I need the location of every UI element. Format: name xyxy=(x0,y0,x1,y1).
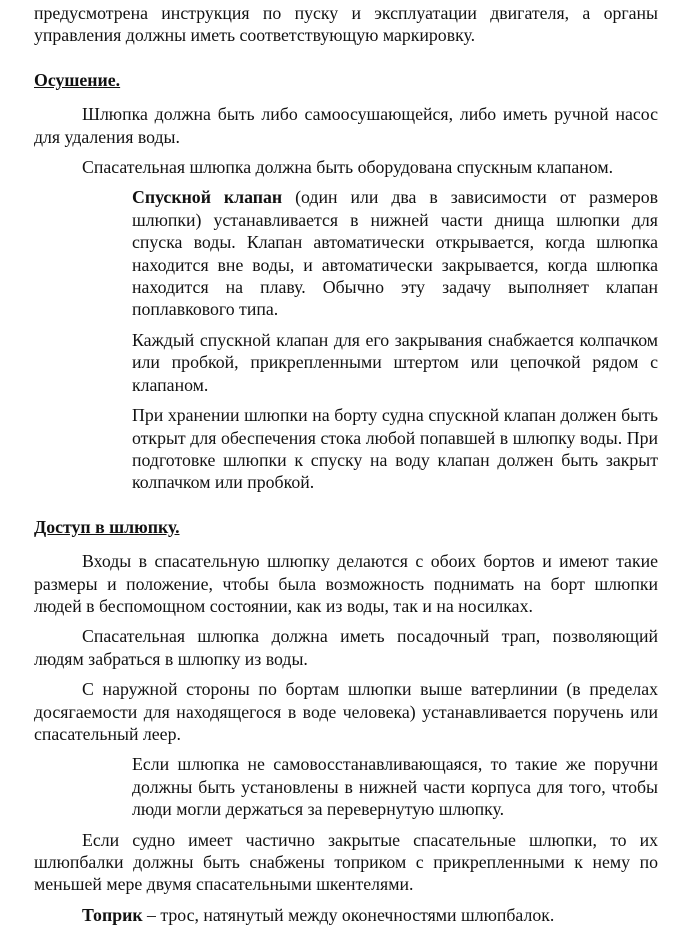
intro-paragraph: предусмотрена инструкция по пуску и эксплуатации двигателя, а органы управления должны иметь соответствующую маркировку. xyxy=(34,3,658,46)
valve-cap-paragraph: Каждый спускной клапан для его закрывания снабжается колпачком или пробкой, прикрепленными штертом или цепочкой рядом с клапаном. xyxy=(132,329,658,395)
document-body xyxy=(34,2,658,926)
section-heading-osushenie: Осушение. xyxy=(34,69,121,90)
access-paragraph-3: С наружной стороны по бортам шлюпки выше ватерлинии (в пределах досягаемости для находящегося в воде человека) устанавливается поручень или спасательный леер. xyxy=(34,679,658,744)
valve-term: Спускной клапан xyxy=(132,187,283,208)
osushenie-paragraph-1: Шлюпка должна быть либо самоосушающейся, либо иметь ручной насос для удаления воды. xyxy=(34,104,658,147)
valve-storage-paragraph: При хранении шлюпки на борту судна спускной клапан должен быть открыт для обеспечения стока любой попавшей в шлюпку воды. При подготовке шлюпки к спуску на воду клапан должен быть закрыт колпачком или пробкой. xyxy=(132,405,658,493)
valve-definition-text: (один или два в зависимости от размеров шлюпки) устанавливается в нижней части днища шлюпки для спуска воды. Клапан автоматически открывается, когда шлюпка находится вне воды, и автоматически закрывается, когда шлюпка находится на плаву. Обычно эту задачу выполняет клапан поплавкового типа. xyxy=(132,187,658,320)
topric-definition-text: – трос, натянутый между оконечностями шлюпбалок. xyxy=(142,904,555,925)
valve-definition-paragraph xyxy=(132,186,658,320)
access-paragraph-2: Спасательная шлюпка должна иметь посадочный трап, позволяющий людям забраться в шлюпку из воды. xyxy=(34,626,658,669)
osushenie-paragraph-2: Спасательная шлюпка должна быть оборудована спускным клапаном. xyxy=(82,157,614,178)
access-indented-paragraph: Если шлюпка не самовосстанавливающаяся, то такие же поручни должны быть установлены в нижней части корпуса для того, чтобы люди могли держаться за перевернутую шлюпку. xyxy=(132,754,658,820)
access-paragraph-after-indent: Если судно имеет частично закрытые спасательные шлюпки, то их шлюпбалки должны быть снабжены топриком с прикрепленными к нему по меньшей мере двумя спасательными шкентелями. xyxy=(34,829,658,895)
section-heading-access: Доступ в шлюпку. xyxy=(34,516,180,537)
topric-definition-paragraph xyxy=(34,904,658,926)
access-paragraph-1: Входы в спасательную шлюпку делаются с обоих бортов и имеют такие размеры и положение, чтобы была возможность поднимать на борт шлюпки людей в беспомощном состоянии, как из воды, так и на носилках. xyxy=(34,551,658,616)
topric-term: Топрик xyxy=(82,904,143,925)
